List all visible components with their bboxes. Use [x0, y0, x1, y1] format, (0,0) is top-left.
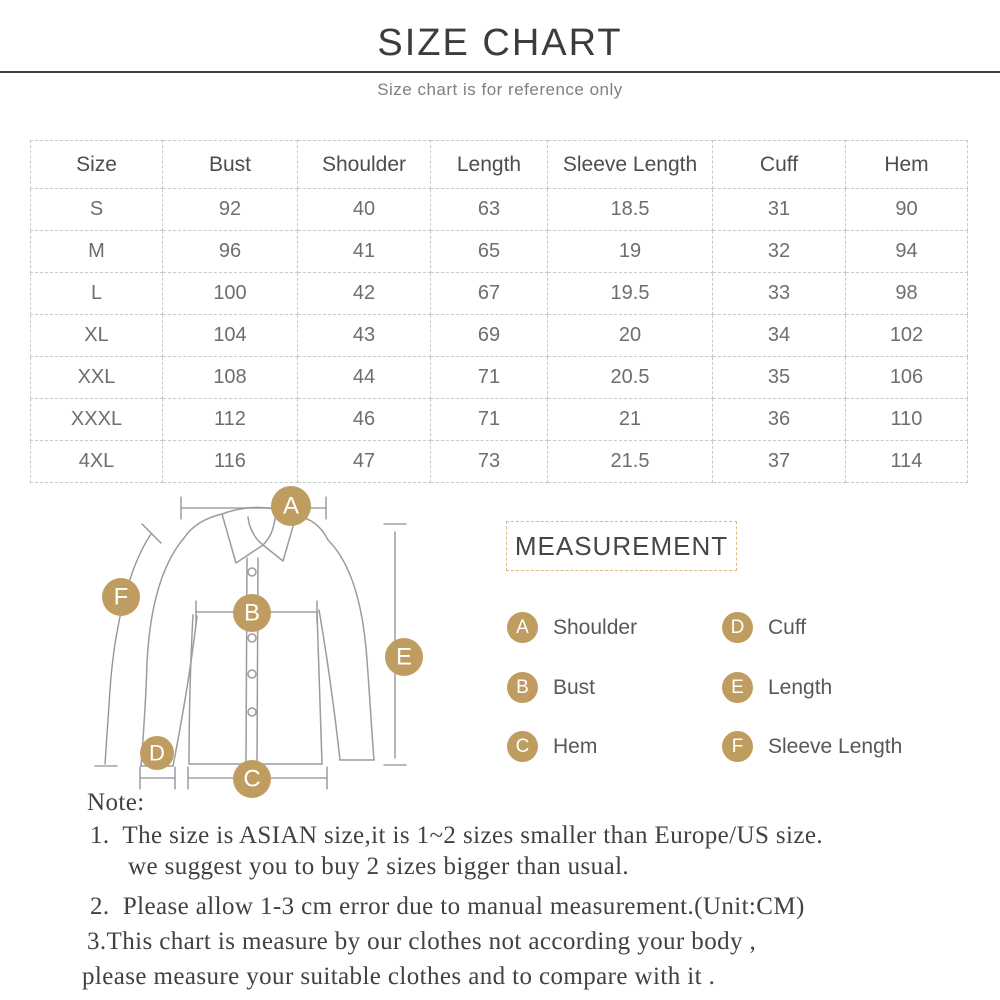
value-cell: 96: [163, 231, 298, 273]
legend-label: Length: [768, 675, 833, 699]
measurement-lines: [95, 497, 406, 789]
size-table: [30, 140, 968, 483]
value-cell: 21.5: [548, 441, 713, 483]
legend-item-sleeve-length: [722, 731, 902, 762]
table-row: [31, 441, 968, 483]
note-heading: Note:: [87, 789, 145, 816]
value-cell: 46: [298, 399, 431, 441]
value-cell: 65: [431, 231, 548, 273]
note-line-3b: please measure your suitable clothes and to compare with it .: [82, 963, 716, 990]
table-row: [31, 189, 968, 231]
legend-item-hem: [507, 731, 597, 762]
value-cell: 112: [163, 399, 298, 441]
value-cell: 90: [846, 189, 968, 231]
legend-label: Bust: [553, 675, 596, 699]
note-line-3: 3.This chart is measure by our clothes not according your body ,: [87, 928, 757, 955]
column-header-shoulder: Shoulder: [298, 141, 431, 189]
value-cell: 47: [298, 441, 431, 483]
value-cell: 43: [298, 315, 431, 357]
table-row: [31, 315, 968, 357]
marker-f-label: F: [113, 583, 129, 611]
note-line-1: 1. The size is ASIAN size,it is 1~2 sizes smaller than Europe/US size.: [90, 822, 824, 849]
column-header-cuff: Cuff: [713, 141, 846, 189]
legend-item-length: [722, 672, 832, 703]
size-cell: XL: [31, 315, 163, 357]
value-cell: 20.5: [548, 357, 713, 399]
value-cell: 69: [431, 315, 548, 357]
value-cell: 108: [163, 357, 298, 399]
size-cell: XXXL: [31, 399, 163, 441]
value-cell: 116: [163, 441, 298, 483]
column-header-length: Length: [431, 141, 548, 189]
value-cell: 94: [846, 231, 968, 273]
page-title: SIZE CHART: [377, 22, 623, 64]
note-line-2: 2. Please allow 1-3 cm error due to manual measurement.(Unit:CM): [90, 893, 805, 920]
value-cell: 36: [713, 399, 846, 441]
legend-item-cuff: [722, 612, 806, 643]
title-divider: [0, 71, 1000, 73]
note-line-1b: we suggest you to buy 2 sizes bigger than usual.: [128, 853, 630, 880]
size-cell: 4XL: [31, 441, 163, 483]
value-cell: 67: [431, 273, 548, 315]
value-cell: 35: [713, 357, 846, 399]
legend-item-shoulder: [507, 612, 637, 643]
value-cell: 21: [548, 399, 713, 441]
legend-label: Shoulder: [553, 615, 638, 639]
legend-item-bust: [507, 672, 595, 703]
marker-a-label: A: [282, 492, 300, 520]
legend-dot-e: E: [722, 672, 753, 703]
marker-b-label: B: [243, 599, 261, 627]
value-cell: 92: [163, 189, 298, 231]
value-cell: 41: [298, 231, 431, 273]
value-cell: 33: [713, 273, 846, 315]
value-cell: 100: [163, 273, 298, 315]
measurement-title-box: [506, 521, 737, 571]
value-cell: 44: [298, 357, 431, 399]
value-cell: 32: [713, 231, 846, 273]
value-cell: 114: [846, 441, 968, 483]
value-cell: 71: [431, 399, 548, 441]
value-cell: 63: [431, 189, 548, 231]
value-cell: 31: [713, 189, 846, 231]
column-header-sleeve-length: Sleeve Length: [548, 141, 713, 189]
legend-label: Sleeve Length: [768, 734, 903, 758]
legend-dot-d: D: [722, 612, 753, 643]
value-cell: 73: [431, 441, 548, 483]
value-cell: 34: [713, 315, 846, 357]
legend-dot-a: A: [507, 612, 538, 643]
page-subtitle: Size chart is for reference only: [377, 80, 623, 99]
table-row: [31, 273, 968, 315]
table-row: [31, 399, 968, 441]
size-cell: M: [31, 231, 163, 273]
value-cell: 19: [548, 231, 713, 273]
value-cell: 98: [846, 273, 968, 315]
value-cell: 20: [548, 315, 713, 357]
value-cell: 19.5: [548, 273, 713, 315]
value-cell: 42: [298, 273, 431, 315]
table-header-row: [31, 141, 968, 189]
marker-e-label: E: [395, 643, 413, 671]
size-cell: L: [31, 273, 163, 315]
value-cell: 40: [298, 189, 431, 231]
value-cell: 18.5: [548, 189, 713, 231]
legend-label: Hem: [553, 734, 598, 758]
value-cell: 106: [846, 357, 968, 399]
table-row: [31, 231, 968, 273]
measurement-title: MEASUREMENT: [514, 530, 729, 561]
size-cell: S: [31, 189, 163, 231]
shirt-measurement-diagram: [85, 485, 505, 805]
value-cell: 37: [713, 441, 846, 483]
value-cell: 110: [846, 399, 968, 441]
legend-dot-f: F: [722, 731, 753, 762]
shirt-outline: [141, 507, 374, 766]
legend-label: Cuff: [768, 615, 807, 639]
column-header-bust: Bust: [163, 141, 298, 189]
marker-d-label: D: [149, 740, 165, 766]
column-header-hem: Hem: [846, 141, 968, 189]
legend-dot-c: C: [507, 731, 538, 762]
value-cell: 71: [431, 357, 548, 399]
column-header-size: Size: [31, 141, 163, 189]
table-row: [31, 357, 968, 399]
legend-dot-b: B: [507, 672, 538, 703]
value-cell: 102: [846, 315, 968, 357]
value-cell: 104: [163, 315, 298, 357]
marker-c-label: C: [243, 765, 261, 793]
size-cell: XXL: [31, 357, 163, 399]
